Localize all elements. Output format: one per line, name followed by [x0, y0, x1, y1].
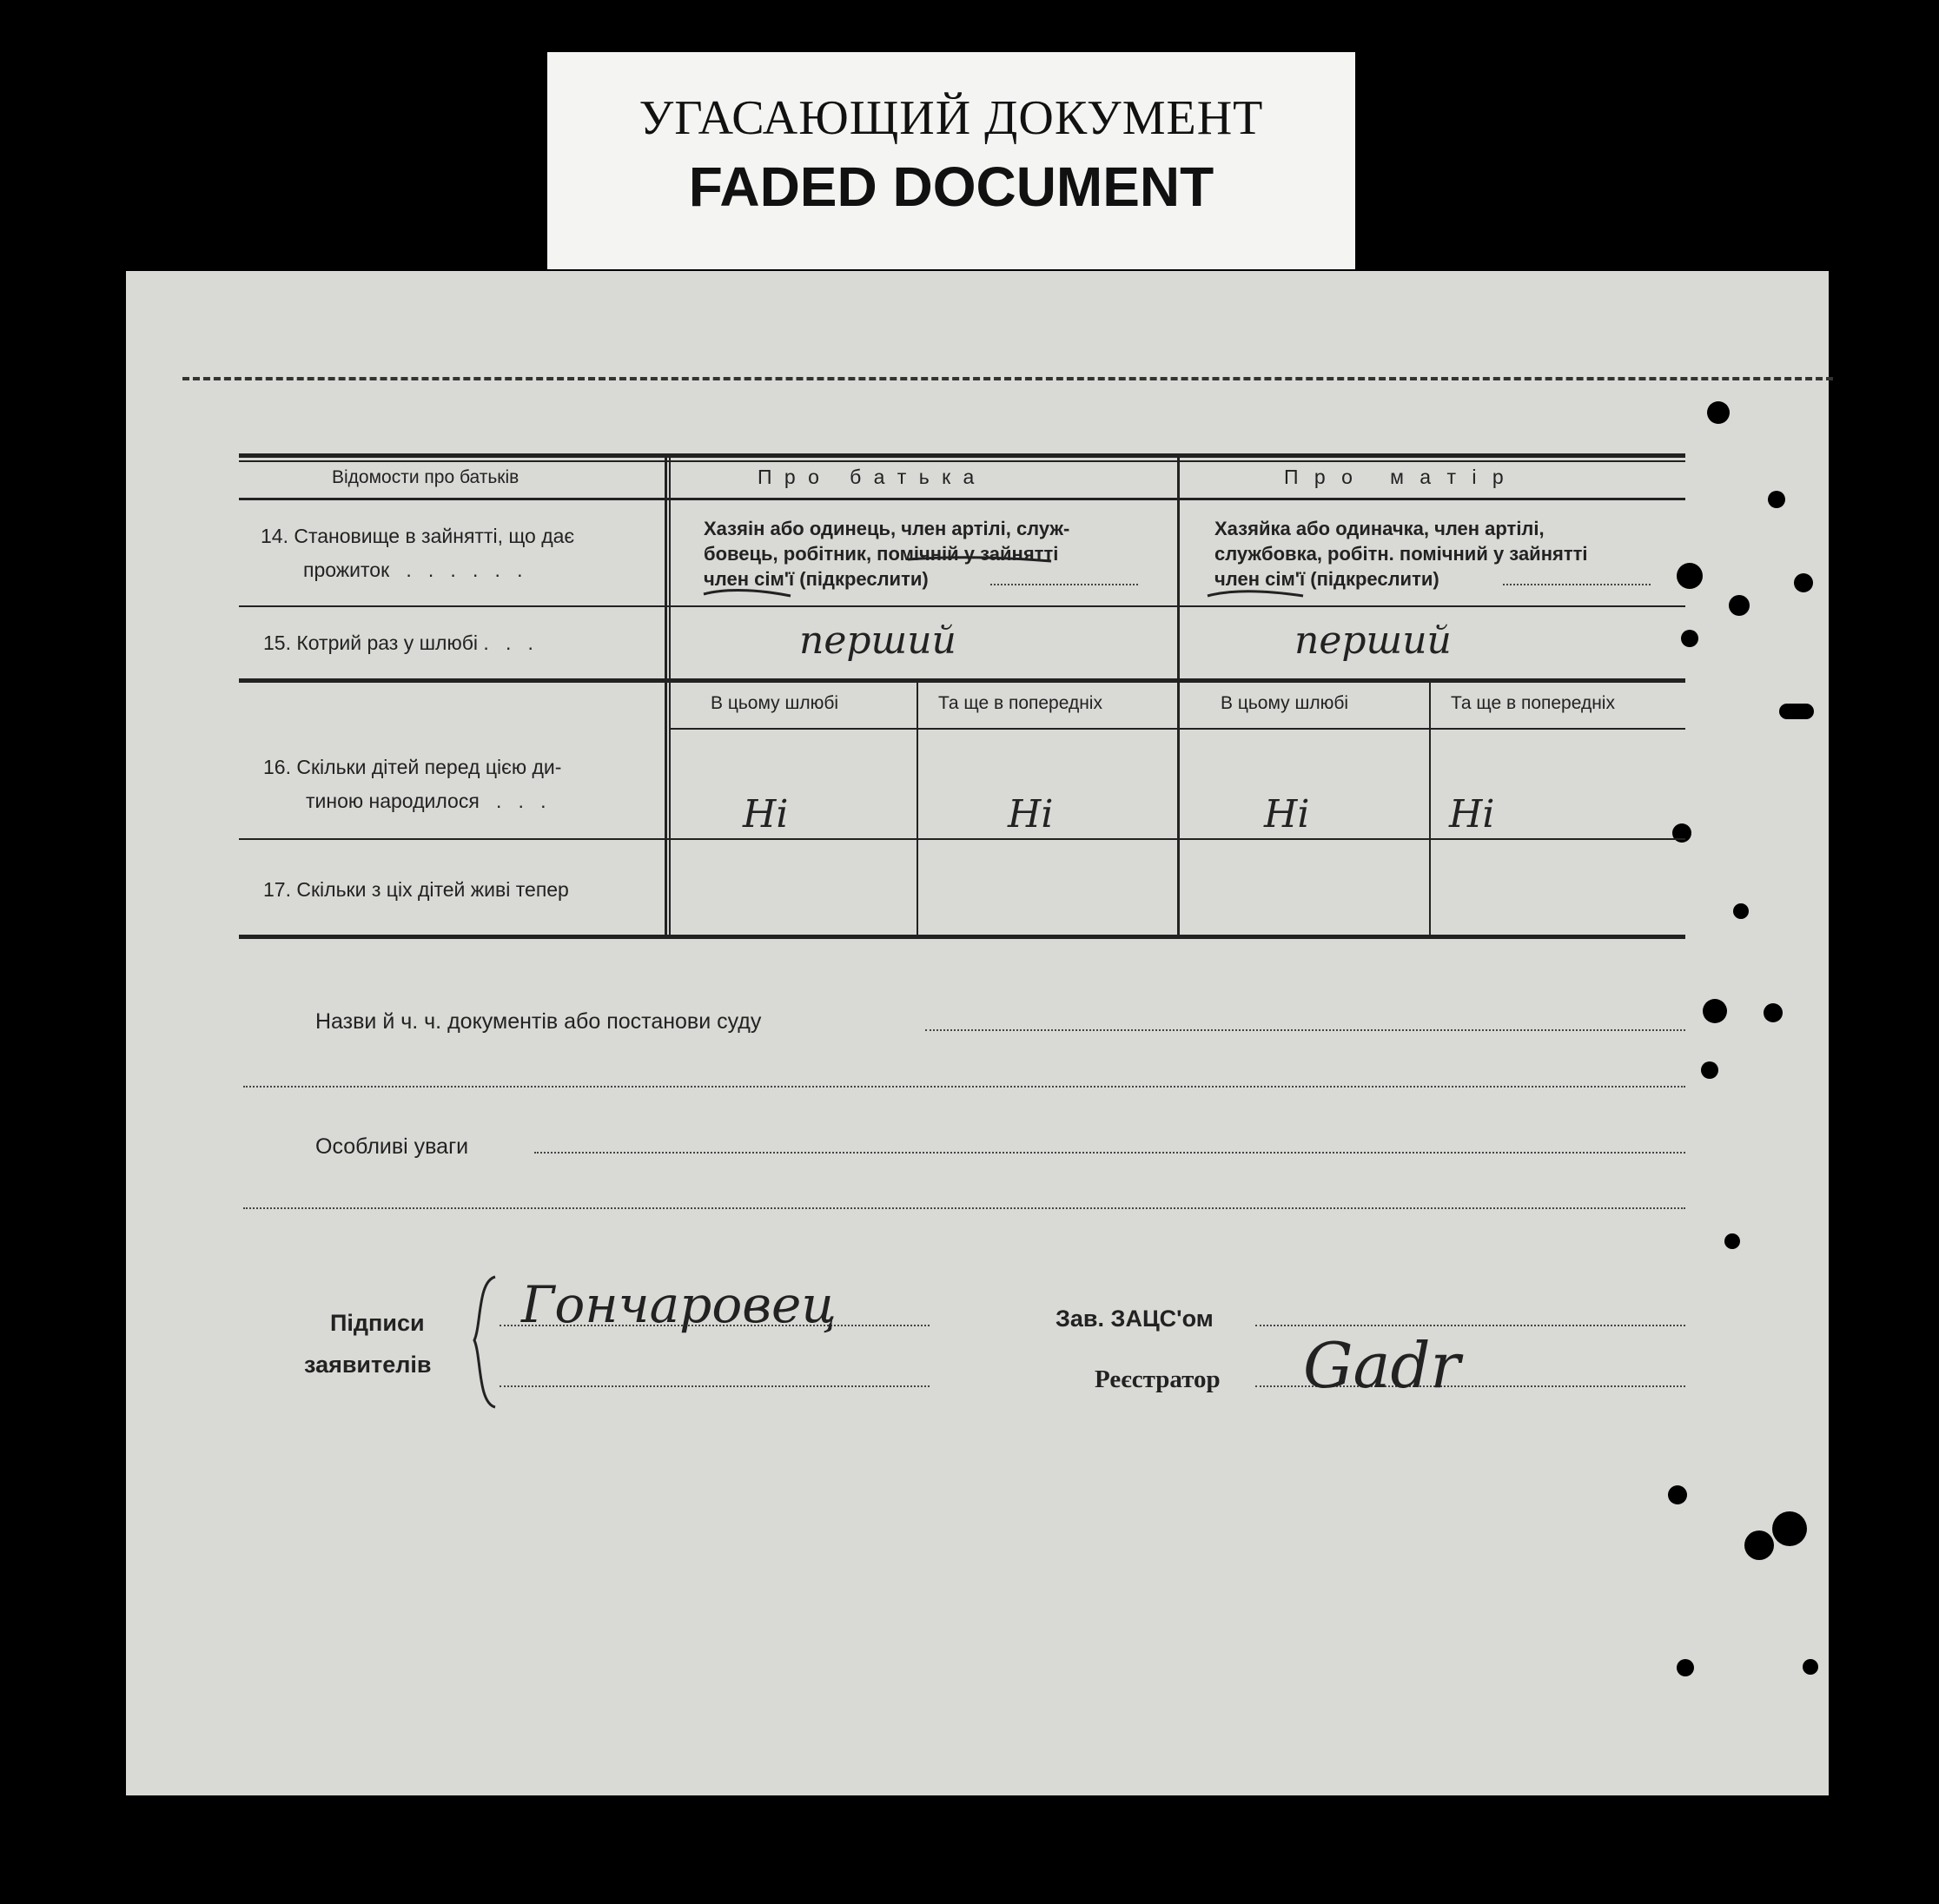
brace [469, 1273, 504, 1411]
punch-hole [1724, 1233, 1740, 1249]
row16-value: Ні [1449, 792, 1495, 836]
rule [669, 453, 671, 937]
punch-hole [1779, 704, 1814, 719]
registrar-label: Реєстратор [1095, 1365, 1221, 1393]
perforation-line [182, 377, 1833, 380]
punch-hole [1729, 595, 1750, 616]
punch-hole [1677, 563, 1703, 589]
header-mother: П р о м а т і р [1284, 466, 1509, 488]
registrar-signature: Gadr [1303, 1329, 1460, 1402]
punch-hole [1772, 1511, 1807, 1546]
punch-hole [1677, 1659, 1694, 1676]
notes-dots [534, 1152, 1685, 1154]
subheader-father-previous: Та ще в попередніх [938, 693, 1102, 713]
rule [239, 453, 1685, 458]
rule [665, 453, 667, 937]
faded-document-ru: УГАСАЮЩИЙ ДОКУМЕНТ [639, 91, 1264, 145]
row14-father-line3: член сім'ї (підкреслити) [704, 568, 929, 590]
applicant-signature: Гончаровец [521, 1275, 837, 1334]
row17-label: 17. Скільки з ціх дітей живі тепер [263, 878, 569, 901]
subheader-mother-this-marriage: В цьому шлюбі [1221, 693, 1349, 713]
row14-mother-line2: службовка, робітн. помічний у зайнятті [1214, 543, 1588, 565]
rule [239, 838, 1685, 840]
header-father: П р о б а т ь к а [758, 466, 978, 488]
punch-hole [1764, 1003, 1783, 1022]
row16-value: Ні [1264, 792, 1310, 836]
applicant-signature-line-2 [500, 1385, 930, 1387]
row16-value: Ні [743, 792, 789, 836]
rule [1429, 681, 1431, 937]
notes-dots-2 [243, 1207, 1685, 1209]
faded-document-en: FADED DOCUMENT [688, 155, 1214, 218]
punch-hole [1744, 1530, 1774, 1560]
head-zags-label: Зав. ЗАЦС'ом [1056, 1306, 1214, 1332]
rule [239, 935, 1685, 939]
row15-mother-value: перший [1294, 618, 1452, 663]
row14-label-line2: прожиток . . . . . . [303, 559, 523, 581]
documents-dots-2 [243, 1086, 1685, 1088]
row15-father-value: перший [799, 618, 956, 663]
notes-label: Особливі уваги [315, 1134, 469, 1159]
punch-hole [1701, 1061, 1718, 1079]
row14-label-line1: 14. Становище в зайнятті, що дає [261, 525, 575, 547]
rule [917, 681, 918, 937]
row16-value: Ні [1008, 792, 1054, 836]
head-zags-line [1255, 1325, 1685, 1326]
row15-label: 15. Котрий раз у шлюбі . . . [263, 631, 533, 654]
row16-label-line1: 16. Скільки дітей перед цією ди- [263, 756, 562, 778]
rule [1177, 453, 1180, 937]
header-parents-info: Відомости про батьків [332, 467, 519, 487]
punch-hole [1707, 401, 1730, 424]
subheader-mother-previous: Та ще в попередніх [1451, 693, 1615, 713]
punch-hole [1703, 999, 1727, 1023]
rule [239, 678, 1685, 683]
punch-hole [1733, 903, 1749, 919]
underline-marks [695, 539, 1677, 608]
rule [239, 498, 1685, 500]
punch-hole [1794, 573, 1813, 592]
row16-label-line2: тиною народилося . . . [306, 790, 546, 812]
row14-father-line2: бовець, робітник, помічній у зайнятті [704, 543, 1059, 565]
row14-mother-line3: член сім'ї (підкреслити) [1214, 568, 1439, 590]
row14-father-line1: Хазяін або одинець, член артілі, служ- [704, 518, 1070, 539]
subheader-father-this-marriage: В цьому шлюбі [711, 693, 839, 713]
rule [239, 460, 1685, 462]
documents-dots [925, 1029, 1685, 1031]
applicants-label-line2: заявителів [304, 1352, 432, 1378]
punch-hole [1681, 630, 1698, 647]
punch-hole [1668, 1485, 1687, 1504]
documents-label: Назви й ч. ч. документів або постанови суду [315, 1009, 762, 1034]
punch-hole [1803, 1659, 1818, 1675]
row14-mother-line1: Хазяйка або одиначка, член артілі, [1214, 518, 1545, 539]
applicants-label-line1: Підписи [330, 1310, 425, 1336]
punch-hole [1768, 491, 1785, 508]
faded-document-label [547, 52, 1355, 269]
